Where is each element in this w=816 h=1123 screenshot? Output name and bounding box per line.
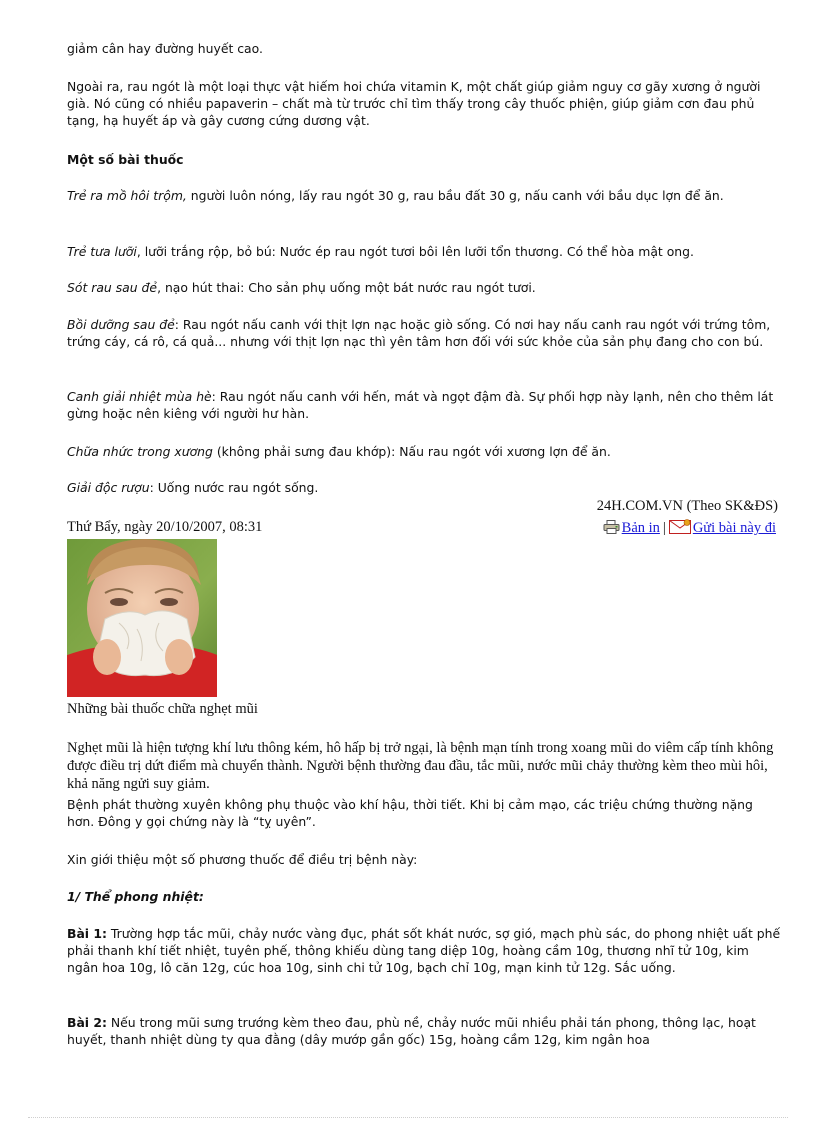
tools-separator: | [662,520,666,536]
remedy-title: Giải độc rượu [67,480,150,495]
remedy-text: (không phải sưng đau khớp): Nấu rau ngót với xương lợn để ăn. [212,444,611,459]
article2-intro: Xin giới thiệu một số phương thuốc để điều trị bệnh này: [67,852,418,867]
print-link[interactable]: Bản in [621,520,660,536]
subheading: 1/ Thể phong nhiệt: [67,889,204,904]
photo-caption: Những bài thuốc chữa nghẹt mũi [67,701,258,717]
remedy-text: , nạo hút thai: Cho sản phụ uống một bát nước rau ngót tươi. [157,280,536,295]
remedy-item [67,443,783,460]
send-link[interactable]: Gửi bài này đi [692,520,776,536]
bai-label: Bài 2: [67,1015,107,1030]
remedy-title: Sót rau sau đẻ [67,280,158,295]
envelope-icon[interactable] [669,519,691,539]
page-divider [28,1117,788,1118]
remedy-title: Trẻ ra mồ hôi trộm, [67,188,187,203]
article-source: 24H.COM.VN (Theo SK&ĐS) [596,498,778,514]
child-blowing-nose-image [67,539,217,697]
remedy-item [67,187,783,204]
vitamin-paragraph: Ngoài ra, rau ngót là một loại thực vật hiếm hoi chứa vitamin K, một chất giúp giảm nguy cơ gãy xương ở người già. Nó cũng có nhiều papaverin – chất mà từ trước chỉ tìm thấy trong cây thuốc phiện, giúp giảm cơn đau phủ tạng, hạ huyết áp và gây cương cứng dương vật. [67,79,761,128]
remedy-item [67,316,783,350]
remedy-item [67,243,783,260]
bai-label: Bài 1: [67,926,107,941]
remedy-title: Bồi dưỡng sau đẻ [67,317,175,332]
remedy-item [67,388,783,422]
article2-paragraph: Bệnh phát thường xuyên không phụ thuộc vào khí hậu, thời tiết. Khi bị cảm mạo, các triệu chứng thường nặng hơn. Đông y gọi chứng này là “tỵ uyên”. [67,797,753,829]
remedy-bai-2: Bài 2: Nếu trong mũi sưng trướng kèm theo đau, phù nề, chảy nước mũi nhiều phải tán phong, thông lạc, hoạt huyết, thanh nhiệt dùng ty qua đằng (dây mướp gần gốc) 15g, hoàng cầm 12g, kim ngân hoa [67,1015,756,1047]
article-tools [603,519,776,539]
remedy-text: : Rau ngót nấu canh với hến, mát và ngọt đậm đà. Sự phối hợp này lạnh, nên cho thêm lát gừng hoặc nên kiêng với người hư hàn. [67,389,774,421]
remedy-item [67,479,783,496]
remedy-text: : Rau ngót nấu canh với thịt lợn nạc hoặc giò sống. Có nơi hay nấu canh rau ngót với trứng tôm, trứng cáy, cá rô, cá quả... nhưng với thịt lợn nạc thì yên tâm hơn đối với sức khỏe của sản phụ đang cho con bú. [67,317,771,349]
remedy-title: Canh giải nhiệt mùa hè [67,389,212,404]
printer-icon[interactable] [603,520,620,539]
article-date: Thứ Bẩy, ngày 20/10/2007, 08:31 [67,519,263,535]
section-heading: Một số bài thuốc [67,152,184,167]
remedy-text: : Uống nước rau ngót sống. [149,480,319,495]
remedy-bai-1: Bài 1: Trường hợp tắc mũi, chảy nước vàng đục, phát sốt khát nước, sợ gió, mạch phù sác, do phong nhiệt uất phế phải thanh khí tiết nhiệt, tuyên phế, thông khiếu dùng tang diệp 10g, hoàng cầm 10g, thương nhĩ tử 10g, kim ngân hoa 10g, lô căn 12g, cúc hoa 10g, sinh chi tử 10g, bạch chỉ 10g, mạn kinh tử 12g. Sắc uống. [67,926,781,975]
remedy-text: người luôn nóng, lấy rau ngót 30 g, rau bầu đất 30 g, nấu canh với bầu dục lợn để ăn. [186,188,724,203]
intro-tail: giảm cân hay đường huyết cao. [67,41,263,56]
remedy-title: Trẻ tưa lưỡi [67,244,137,259]
remedy-text: , lưỡi trắng rộp, bỏ bú: Nước ép rau ngót tươi bôi lên lưỡi tổn thương. Có thể hòa mật ong. [136,244,694,259]
remedy-title: Chữa nhức trong xương [67,444,213,459]
remedy-item [67,279,783,296]
article2-paragraph: Nghẹt mũi là hiện tượng khí lưu thông kém, hô hấp bị trở ngại, là bệnh mạn tính trong xoang mũi do viêm cấp tính không được điều trị dứt điểm mà chuyển thành. Người bệnh thường đau đầu, tắc mũi, nước mũi chảy thường kèm theo mùi hôi, khả năng ngửi suy giảm. [67,740,774,792]
article-photo [67,539,217,697]
